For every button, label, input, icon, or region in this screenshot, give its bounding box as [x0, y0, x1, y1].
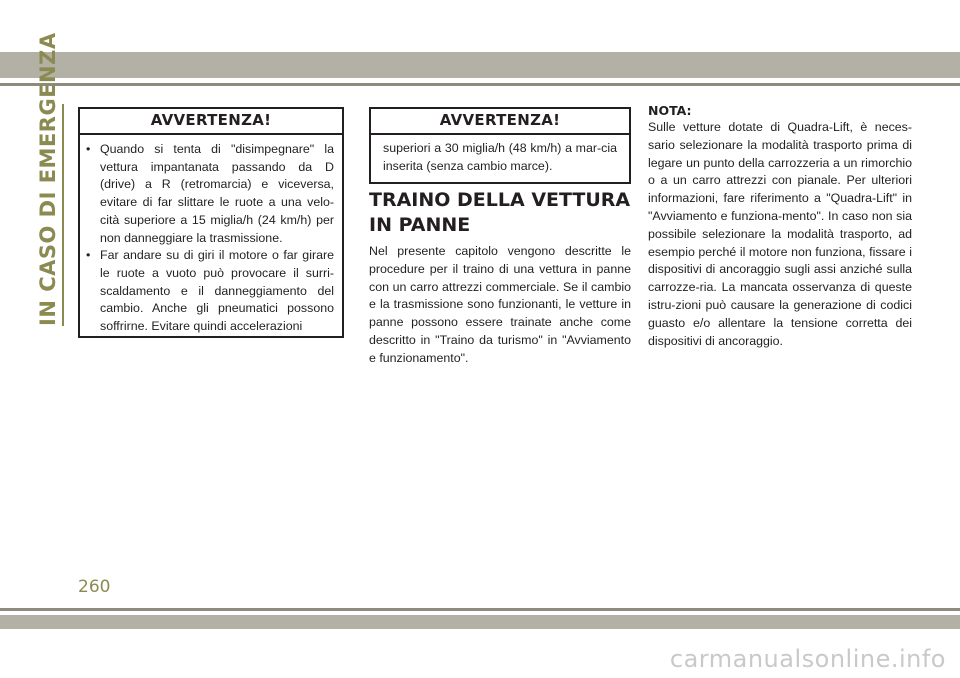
section-heading — [369, 188, 631, 238]
page-number: 260 — [78, 577, 111, 597]
main-paragraph: Nel presente capitolo vengono descritte le procedure per il traino di una vettura in panne con un carro attrezzi commerciale. Se il cambio e la trasmissione sono funzionanti, le vetture in panne possono essere trainate anche come descritto in "Traino da turismo" in "Avviamento e funzionamento". — [369, 244, 631, 365]
footer-band — [0, 615, 960, 629]
section-divider — [62, 104, 64, 326]
warning-title: AVVERTENZA! — [80, 109, 342, 135]
warning-item — [86, 141, 334, 247]
header-rule — [0, 83, 960, 86]
warning-box-1 — [78, 107, 344, 338]
footer-rule — [0, 608, 960, 611]
section-label: IN CASO DI EMERGENZA — [36, 32, 60, 326]
warning-list — [80, 135, 342, 336]
heading-line-1: TRAINO DELLA VETTURA — [369, 189, 631, 211]
note-title: NOTA: — [648, 103, 692, 118]
warning-item-text: Quando si tenta di "disimpegnare" la vettura impantanata passando da D (drive) a R (retromarcia) e viceversa, evitare di far slittare le ruote a una velo-cità superiore a 15 miglia/h (24 km/h) per non danneggiare la trasmissione. — [100, 142, 334, 245]
bullet-icon: • — [86, 142, 91, 156]
warning-item — [86, 247, 334, 336]
heading-line-2: IN PANNE — [369, 214, 471, 236]
note-paragraph: Sulle vetture dotate di Quadra-Lift, è neces-sario selezionare la modalità trasporto prima di legare un punto della carrozzeria a un rimorchio o a un carro attrezzi con pianale. Per ulteriori informazioni, fare riferimento a "Quadra-Lift" in "Avviamento e funziona-mento". In caso non sia possibile selezionare la modalità trasporto, ad esempio perché il motore non funziona, fissare i dispositivi di ancoraggio sugli assi anziché sulla carrozze-ria. La mancata osservanza di queste istru-zioni può causare la generazione di codici guasto e/o allentare la tensione corretta dei dispositivi di ancoraggio. — [648, 120, 912, 348]
warning-box-2 — [369, 107, 631, 184]
watermark: carmanualsonline.info — [669, 645, 946, 673]
bullet-icon: • — [86, 248, 91, 263]
warning-item-text: Far andare su di giri il motore o far girare le ruote a vuoto può provocare il surri-scaldamento e il danneggiamento del cambio. Anche gli pneumatici possono soffrirne. Evitare quindi accelerazioni — [100, 248, 334, 334]
warning-title: AVVERTENZA! — [371, 109, 629, 135]
warning-text: superiori a 30 miglia/h (48 km/h) a mar-cia inserita (senza cambio marce). — [383, 141, 617, 173]
header-band — [0, 52, 960, 78]
